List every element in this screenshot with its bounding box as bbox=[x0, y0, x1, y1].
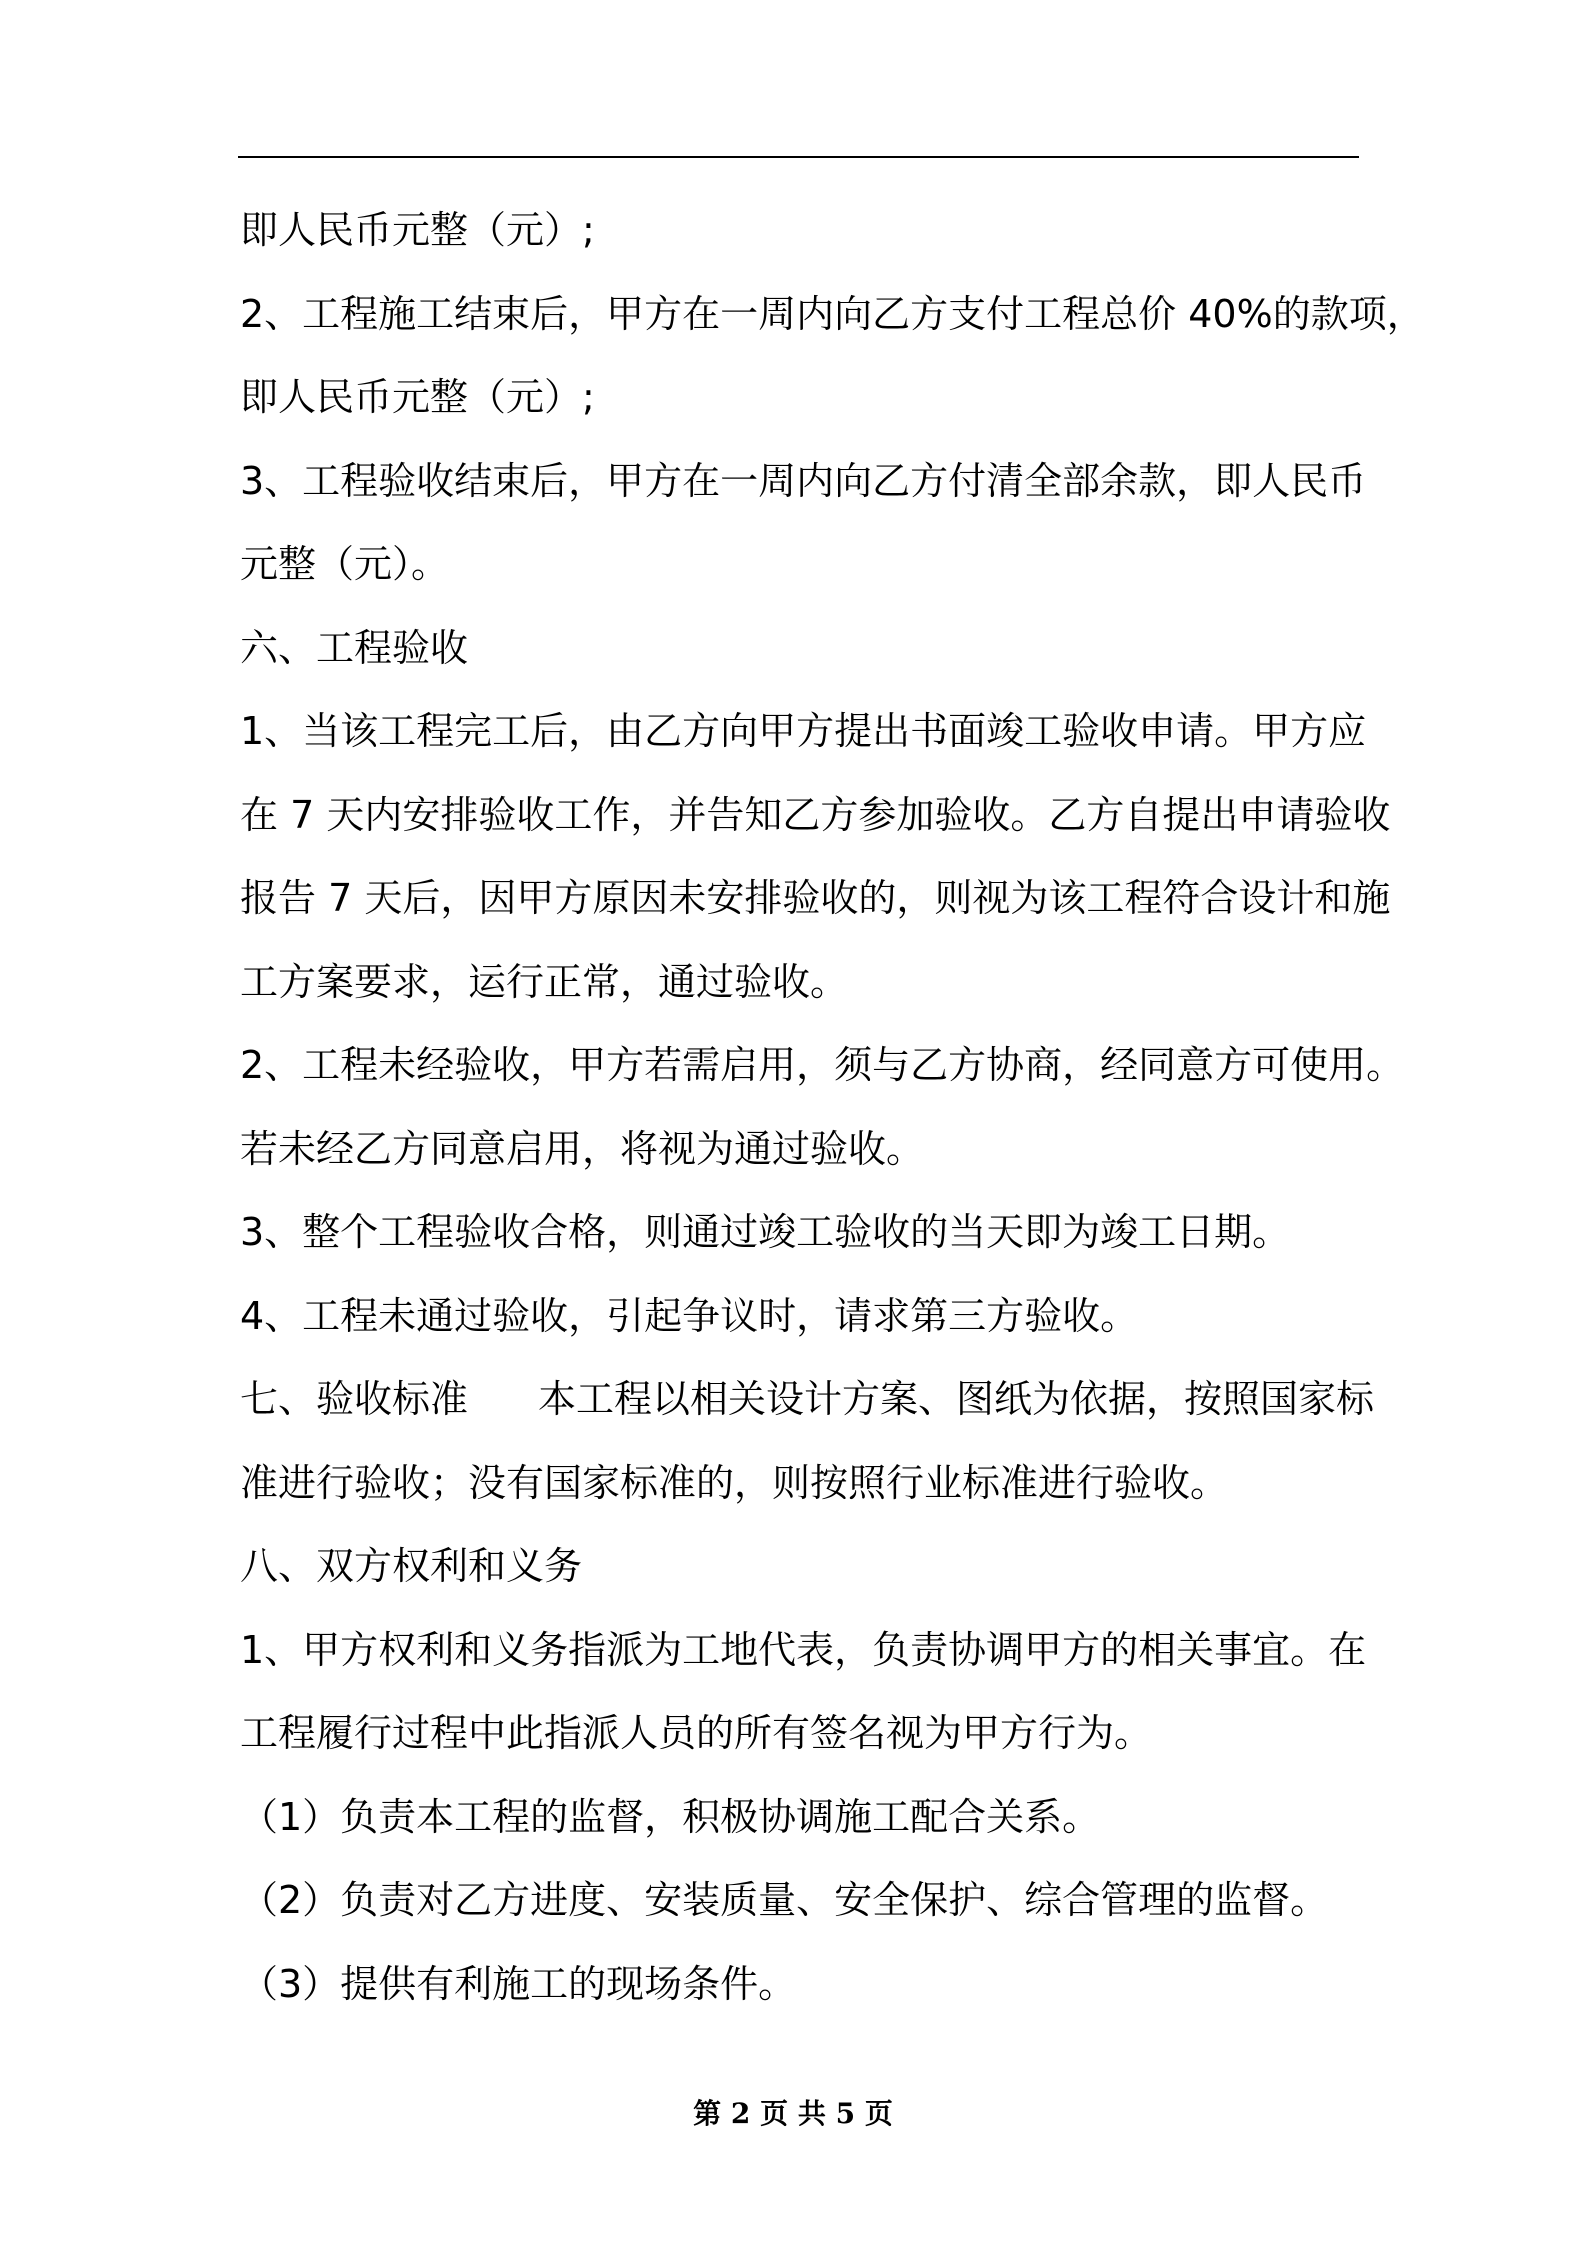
paragraph-line: 3、整个工程验收合格，则通过竣工验收的当天即为竣工日期。 bbox=[240, 1210, 1291, 1254]
section-heading: 七、验收标准 bbox=[240, 1377, 469, 1421]
paragraph-line: 1、甲方权利和义务指派为工地代表，负责协调甲方的相关事宜。在 bbox=[240, 1627, 1367, 1672]
paragraph-line: 即人民币元整（元）; bbox=[240, 375, 595, 419]
paragraph-line: 工方案要求，运行正常，通过验收。 bbox=[240, 959, 849, 1004]
paragraph-line: 2、工程施工结束后，甲方在一周内向乙方支付工程总价 40%的款项， bbox=[240, 291, 1425, 336]
section-line bbox=[240, 1367, 1380, 1451]
paragraph-line: 工程履行过程中此指派人员的所有签名视为甲方行为。 bbox=[240, 1711, 1153, 1755]
section-heading: 六、工程验收 bbox=[240, 625, 469, 670]
paragraph-line: 3、工程验收结束后，甲方在一周内向乙方付清全部余款，即人民币 bbox=[240, 458, 1367, 503]
list-item: （2）负责对乙方进度、安装质量、安全保护、综合管理的监督。 bbox=[240, 1878, 1329, 1922]
paragraph-line: 元整（元）。 bbox=[240, 542, 450, 586]
header-rule bbox=[238, 156, 1359, 158]
paragraph-line: 报告 7 天后，因甲方原因未安排验收的，则视为该工程符合设计和施 bbox=[240, 876, 1391, 920]
paragraph-line: 1、当该工程完工后，由乙方向甲方提出书面竣工验收申请。甲方应 bbox=[240, 709, 1367, 753]
paragraph-line: 在 7 天内安排验收工作，并告知乙方参加验收。乙方自提出申请验收 bbox=[240, 792, 1391, 837]
paragraph-text: 本工程以相关设计方案、图纸为依据，按照国家标 bbox=[538, 1377, 1375, 1421]
paragraph-line: 即人民币元整（元）; bbox=[240, 208, 595, 252]
paragraph-line: 4、工程未通过验收，引起争议时，请求第三方验收。 bbox=[240, 1293, 1139, 1338]
list-item: （3）提供有利施工的现场条件。 bbox=[240, 1961, 797, 2006]
paragraph-line: 2、工程未经验收，甲方若需启用，须与乙方协商，经同意方可使用。 bbox=[240, 1043, 1405, 1087]
list-item: （1）负责本工程的监督，积极协调施工配合关系。 bbox=[240, 1794, 1101, 1839]
paragraph-line: 准进行验收；没有国家标准的，则按照行业标准进行验收。 bbox=[240, 1460, 1229, 1505]
document-body bbox=[240, 198, 1425, 2035]
paragraph-line: 若未经乙方同意启用，将视为通过验收。 bbox=[240, 1126, 925, 1171]
section-heading: 八、双方权利和义务 bbox=[240, 1544, 583, 1588]
page-number: 第 2 页 共 5 页 bbox=[693, 2097, 893, 2130]
